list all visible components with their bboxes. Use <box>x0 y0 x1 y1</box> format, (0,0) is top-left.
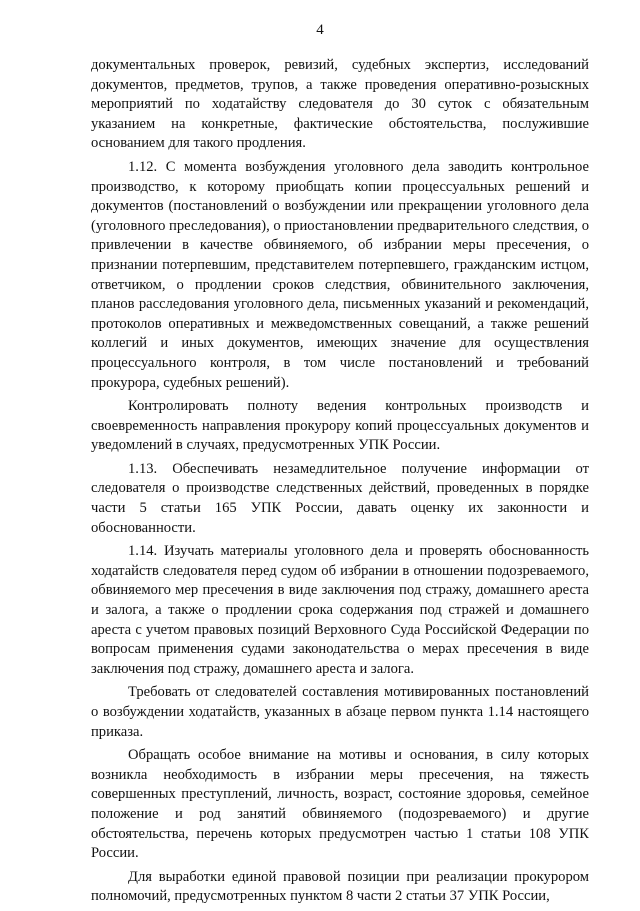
paragraph-1-14: 1.14. Изучать материалы уголовного дела и проверять обоснованность ходатайств следователя перед судом об избрании в отношении подозреваемого, обвиняемого мер пресечения в виде заключения под стражу, домашнего ареста и залога, а также о продлении срока содержания под стражей и домашнего ареста с учетом правовых позиций Верховного Суда Российской Федерации по вопросам применения судами законодательства о мерах пресечения в виде заключения под стражу, домашнего ареста и залога. <box>91 543 589 677</box>
paragraph-control-completeness: Контролировать полноту ведения контрольных производств и своевременность направления прокурору копий процессуальных документов и уведомлений в случаях, предусмотренных УПК России. <box>91 398 589 454</box>
paragraph-continued-text: документальных проверок, ревизий, судебных экспертиз, исследований документов, предметов, трупов, а также проведения оперативно-розыскных мероприятий по ходатайству следователя до 30 суток с обязательным указанием на конкретные, фактические обстоятельства, послужившие основанием для такого продления. <box>91 57 589 152</box>
paragraph-require-motivated: Требовать от следователей составления мотивированных постановлений о возбуждении ходатайств, указанных в абзаце первом пункта 1.14 настоящего приказа. <box>91 684 589 740</box>
paragraph-1-13: 1.13. Обеспечивать незамедлительное получение информации от следователя о производстве следственных действий, проведенных в порядке части 5 статьи 165 УПК России, давать оценку их законности и обоснованности. <box>91 460 589 536</box>
paragraph-1-12: 1.12. С момента возбуждения уголовного дела заводить контрольное производство, к которому приобщать копии процессуальных решений и документов (постановлений о возбуждении или прекращении уголовного дела (уголовного преследования), о приостановлении предварительного следствия, о привлечении в качестве обвиняемого, об избрании меры пресечения, о признании потерпевшим, представителем потерпевшего, гражданским истцом, ответчиком, о продлении сроков следствия, обвинительного заключения, планов расследования уголовного дела, письменных указаний и рекомендаций, протоколов оперативных и межведомственных совещаний, а также решений коллегий и иных документов, имеющих значение для осуществления процессуального контроля, в том числе постановлений и требований прокурора, судебных решений). <box>91 158 589 391</box>
page-number: 4 <box>316 22 324 38</box>
paragraph-special-attention: Обращать особое внимание на мотивы и основания, в силу которых возникла необходимость в избрании меры пресечения, на тяжесть совершенных преступлений, личность, возраст, состояние здоровья, семейное положение и род занятий обвиняемого (подозреваемого) и другие обстоятельства, перечень которых предусмотрен частью 1 статьи 108 УПК России. <box>91 747 589 862</box>
paragraph-unified-position: Для выработки единой правовой позиции при реализации прокурором полномочий, предусмотренных пунктом 8 части 2 статьи 37 УПК России, <box>91 868 589 905</box>
document-body <box>91 56 589 911</box>
